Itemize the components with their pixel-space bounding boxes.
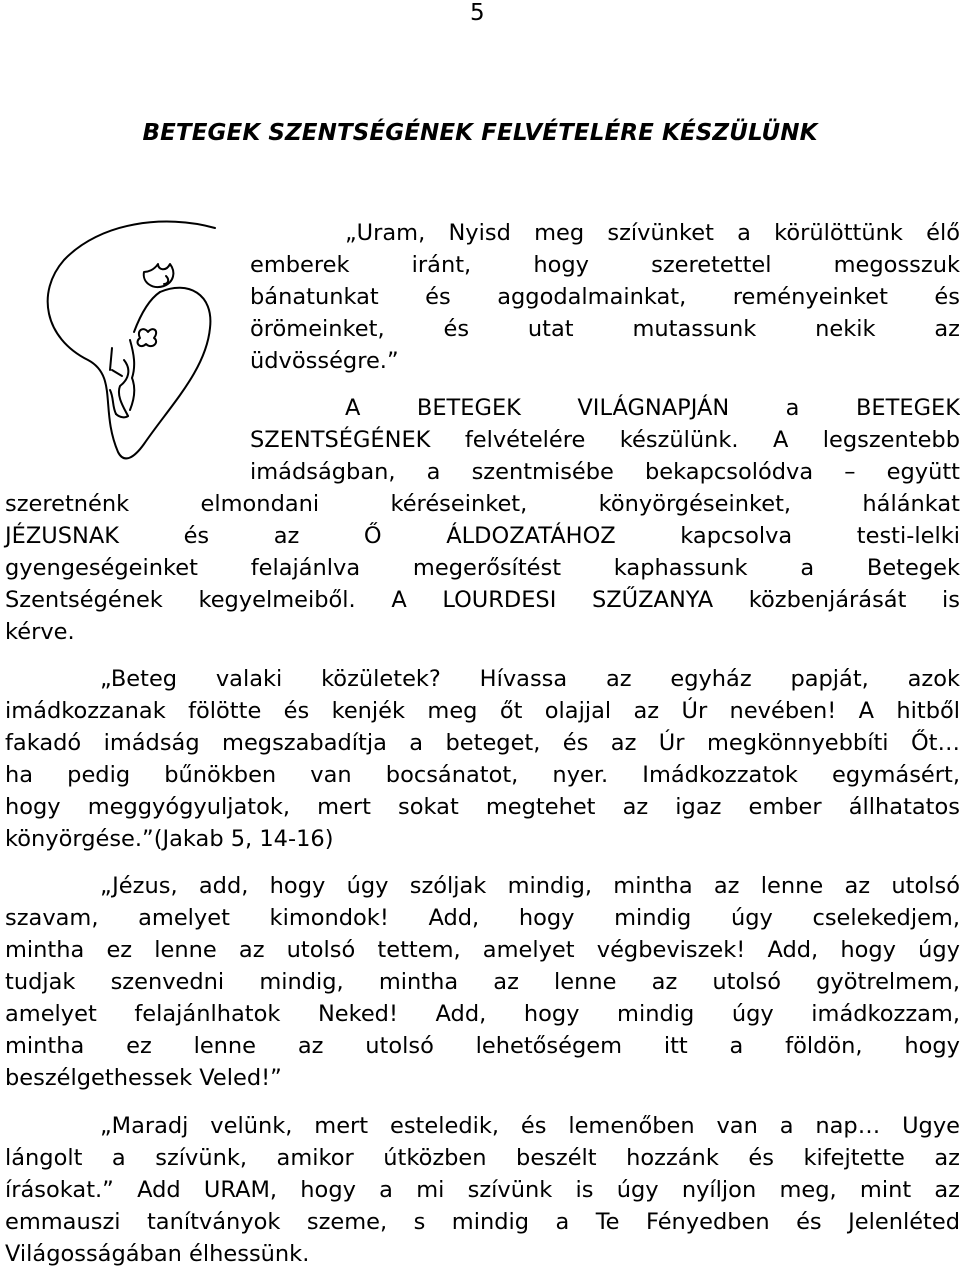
text-line: ha pedig bűnökben van bocsánatot, nyer. Imádkozzatok egymásért, bbox=[5, 762, 960, 788]
text-line: SZENTSÉGÉNEK felvételére készülünk. A legszentebb bbox=[250, 427, 960, 453]
text-line: mintha ez lenne az utolsó lehetőségem itt a földön, hogy bbox=[5, 1033, 960, 1059]
text-line: amelyet felajánlhatok Neked! Add, hogy mindig úgy imádkozzam, bbox=[5, 1001, 960, 1027]
text-line: „Maradj velünk, mert esteledik, és lemenőben van a nap… Ugye bbox=[100, 1113, 960, 1139]
heart-figure-drawing bbox=[40, 220, 220, 470]
text-line: „Jézus, add, hogy úgy szóljak mindig, mintha az lenne az utolsó bbox=[100, 873, 960, 899]
text-line: „Uram, Nyisd meg szívünket a körülöttünk élő bbox=[345, 220, 960, 246]
text-line: beszélgethessek Veled!” bbox=[5, 1065, 282, 1091]
text-line: üdvösségre.” bbox=[250, 348, 399, 374]
text-line: fakadó imádság megszabadítja a beteget, és az Úr megkönnyebbíti Őt… bbox=[5, 730, 960, 756]
text-line: bánatunkat és aggodalmainkat, reményeinket és bbox=[250, 284, 960, 310]
text-line: kérve. bbox=[5, 619, 75, 645]
text-line: emberek iránt, hogy szeretettel megosszuk bbox=[250, 252, 960, 278]
text-line: JÉZUSNAK és az Ő ÁLDOZATÁHOZ kapcsolva testi-lelki bbox=[5, 523, 960, 549]
text-line: lángolt a szívünk, amikor útközben beszélt hozzánk és kifejtette az bbox=[5, 1145, 960, 1171]
text-line: „Beteg valaki közületek? Hívassa az egyház papját, azok bbox=[100, 666, 960, 692]
text-line: tudjak szenvedni mindig, mintha az lenne az utolsó gyötrelmem, bbox=[5, 969, 960, 995]
page-number: 5 bbox=[470, 0, 485, 26]
text-line: A BETEGEK VILÁGNAPJÁN a BETEGEK bbox=[345, 395, 960, 421]
text-line: Világosságában élhessünk. bbox=[5, 1241, 310, 1267]
text-line: emmauszi tanítványok szeme, s mindig a Te Fényedben és Jelenléted bbox=[5, 1209, 960, 1235]
text-line: imádkozzanak fölötte és kenjék meg őt olajjal az Úr nevében! A hitből bbox=[5, 698, 960, 724]
text-line: mintha ez lenne az utolsó tettem, amelyet végbeviszek! Add, hogy úgy bbox=[5, 937, 960, 963]
text-line: szavam, amelyet kimondok! Add, hogy mindig úgy cselekedjem, bbox=[5, 905, 960, 931]
text-line: imádságban, a szentmisébe bekapcsolódva – együtt bbox=[250, 459, 960, 485]
text-line: könyörgése.”(Jakab 5, 14-16) bbox=[5, 826, 334, 852]
text-line: írásokat.” Add URAM, hogy a mi szívünk is úgy nyíljon meg, mint az bbox=[5, 1177, 960, 1203]
text-line: örömeinket, és utat mutassunk nekik az bbox=[250, 316, 960, 342]
text-line: gyengeségeinket felajánlva megerősítést kaphassunk a Betegek bbox=[5, 555, 960, 581]
text-line: szeretnénk elmondani kéréseinket, könyörgéseinket, hálánkat bbox=[5, 491, 960, 517]
text-line: Szentségének kegyelmeiből. A LOURDESI SZŰZANYA közbenjárását is bbox=[5, 587, 960, 613]
text-line: hogy meggyógyuljatok, mert sokat megtehet az igaz ember állhatatos bbox=[5, 794, 960, 820]
page-title: BETEGEK SZENTSÉGÉNEK FELVÉTELÉRE KÉSZÜLÜNK bbox=[142, 120, 818, 146]
